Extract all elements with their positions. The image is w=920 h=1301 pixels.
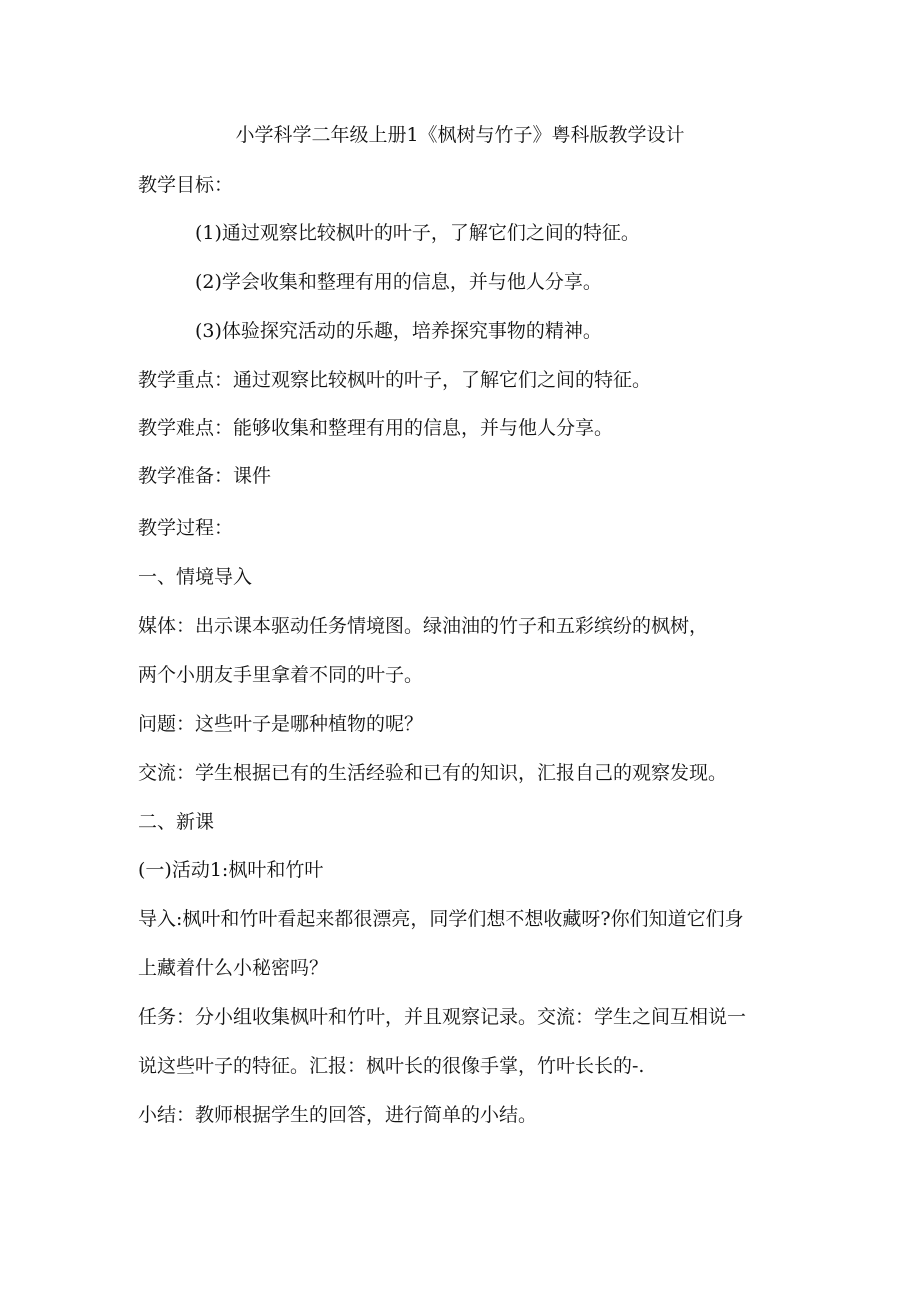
question-line: 问题：这些叶子是哪种植物的呢？ xyxy=(138,713,424,735)
section1-heading: 一、情境导入 xyxy=(138,566,253,588)
exchange-line: 交流：学生根据已有的生活经验和已有的知识，汇报自己的观察发现。 xyxy=(138,762,728,784)
task-line-1: 任务：分小组收集枫叶和竹叶，并且观察记录。交流：学生之间互相说一 xyxy=(138,1006,747,1028)
media-line-2: 两个小朋友手里拿着不同的叶子。 xyxy=(138,664,424,686)
objective-item-2: (2)学会收集和整理有用的信息，并与他人分享。 xyxy=(195,271,602,293)
objective-item-1: (1)通过观察比较枫叶的叶子，了解它们之间的特征。 xyxy=(195,222,640,244)
intro-line-1: 导入:枫叶和竹叶看起来都很漂亮，同学们想不想收藏呀?你们知道它们身 xyxy=(138,908,744,930)
summary-line: 小结：教师根据学生的回答，进行简单的小结。 xyxy=(138,1104,538,1126)
task-line-2: 说这些叶子的特征。汇报：枫叶长的很像手掌，竹叶长长的-. xyxy=(138,1055,645,1077)
media-line-1: 媒体：出示课本驱动任务情境图。绿油油的竹子和五彩缤纷的枫树， xyxy=(138,615,709,637)
section2-heading: 二、新课 xyxy=(138,811,215,833)
preparation: 教学准备：课件 xyxy=(138,465,272,487)
process-heading: 教学过程： xyxy=(138,517,234,539)
objective-item-3: (3)体验探究活动的乐趣，培养探究事物的精神。 xyxy=(195,320,602,342)
key-point: 教学重点：通过观察比较枫叶的叶子，了解它们之间的特征。 xyxy=(138,369,652,391)
intro-line-2: 上藏着什么小秘密吗？ xyxy=(138,957,329,979)
document-title: 小学科学二年级上册1《枫树与竹子》粤科版教学设计 xyxy=(235,124,685,146)
activity-heading: (一)活动1:枫叶和竹叶 xyxy=(138,859,324,881)
difficulty: 教学难点：能够收集和整理有用的信息，并与他人分享。 xyxy=(138,417,614,439)
objectives-heading: 教学目标： xyxy=(138,174,234,196)
